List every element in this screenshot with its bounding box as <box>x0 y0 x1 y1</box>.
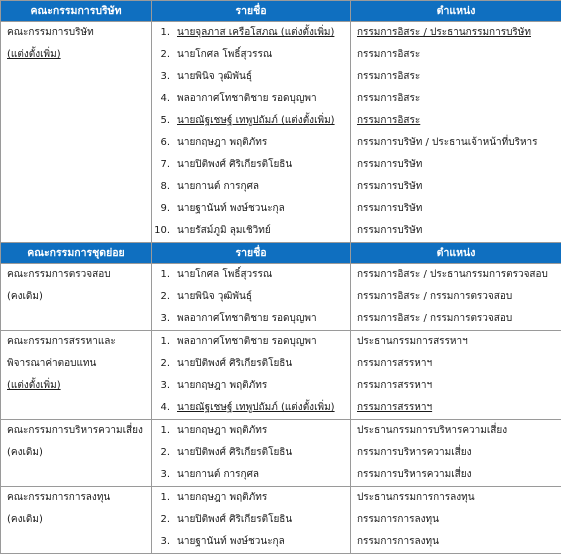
member-position: กรรมการบริหารความเสี่ยง <box>351 464 561 486</box>
member-number: 10. <box>152 220 177 242</box>
member-number: 4. <box>152 88 177 110</box>
member-name: นายปิติพงศ์ ศิริเกียรติโยธิน <box>177 509 350 531</box>
table-body <box>1 1 561 554</box>
member-name: นายโกศล โพธิ์สุวรรณ <box>177 44 350 66</box>
member-name: นายรัสม์ภูมิ ลุมเชิวิทย์ <box>177 220 350 242</box>
member-position: กรรมการสรรหาฯ <box>351 353 561 375</box>
member-name: นายปิติพงศ์ ศิริเกียรติโยธิน <box>177 154 350 176</box>
committee-name: คณะกรรมการสรรหาและ <box>1 331 151 353</box>
member-item <box>152 397 350 419</box>
member-name: นายฐานันท์ พงษ์ชวนะกุล <box>177 531 350 553</box>
member-item <box>152 220 350 242</box>
committee-name: พิจารณาค่าตอบแทน <box>1 353 151 375</box>
committee-name-cell <box>1 331 152 420</box>
committee-name: (คงเดิม) <box>1 509 151 531</box>
member-position: กรรมการบริษัท <box>351 220 561 242</box>
names-header: รายชื่อ <box>152 243 351 264</box>
committee-name-cell <box>1 22 152 243</box>
section-header-row <box>1 1 561 22</box>
member-name: นายกฤษฎา พฤติภัทร <box>177 132 350 154</box>
member-number: 9. <box>152 198 177 220</box>
committee-row <box>1 487 561 554</box>
member-item <box>152 487 350 509</box>
position-list-cell <box>351 487 561 554</box>
member-item <box>152 442 350 464</box>
member-number: 2. <box>152 509 177 531</box>
member-name: นายกฤษฎา พฤติภัทร <box>177 487 350 509</box>
member-list-cell <box>152 264 351 331</box>
committee-name: (คงเดิม) <box>1 286 151 308</box>
member-item <box>152 110 350 132</box>
member-number: 4. <box>152 397 177 419</box>
member-position: กรรมการการลงทุน <box>351 509 561 531</box>
member-position: กรรมการบริษัท <box>351 154 561 176</box>
member-number: 1. <box>152 22 177 44</box>
member-position: กรรมการการลงทุน <box>351 531 561 553</box>
member-position: ประธานกรรมการการลงทุน <box>351 487 561 509</box>
member-name: นายฐานันท์ พงษ์ชวนะกุล <box>177 198 350 220</box>
committee-name: คณะกรรมการการลงทุน <box>1 487 151 509</box>
member-item <box>152 88 350 110</box>
member-number: 7. <box>152 154 177 176</box>
member-item <box>152 464 350 486</box>
member-number: 8. <box>152 176 177 198</box>
member-list-cell <box>152 487 351 554</box>
member-number: 1. <box>152 264 177 286</box>
member-number: 6. <box>152 132 177 154</box>
member-position: กรรมการอิสระ / กรรมการตรวจสอบ <box>351 286 561 308</box>
member-name: นายณัฐเชษฐ์ เทพูปถัมภ์ (แต่งตั้งเพิ่ม) <box>177 397 350 419</box>
member-position: กรรมการอิสระ / กรรมการตรวจสอบ <box>351 308 561 330</box>
member-list-cell <box>152 331 351 420</box>
member-name: พลอากาศโทชาติชาย รอดบุญพา <box>177 88 350 110</box>
committee-name: คณะกรรมการบริษัท <box>1 22 151 44</box>
member-name: นายปิติพงศ์ ศิริเกียรติโยธิน <box>177 353 350 375</box>
member-name: พลอากาศโทชาติชาย รอดบุญพา <box>177 308 350 330</box>
member-position: กรรมการอิสระ <box>351 110 561 132</box>
member-name: นายจุลภาส เครือโสภณ (แต่งตั้งเพิ่ม) <box>177 22 350 44</box>
member-number: 2. <box>152 442 177 464</box>
member-number: 3. <box>152 531 177 553</box>
committee-name-cell <box>1 264 152 331</box>
committee-status: (แต่งตั้งเพิ่ม) <box>1 44 151 66</box>
member-name: นายกฤษฎา พฤติภัทร <box>177 375 350 397</box>
member-name: นายโกศล โพธิ์สุวรรณ <box>177 264 350 286</box>
member-item <box>152 176 350 198</box>
member-item <box>152 154 350 176</box>
member-item <box>152 22 350 44</box>
member-item <box>152 353 350 375</box>
committee-row <box>1 420 561 487</box>
member-name: นายกานต์ การกุศล <box>177 176 350 198</box>
member-number: 2. <box>152 286 177 308</box>
member-list-cell <box>152 420 351 487</box>
member-item <box>152 264 350 286</box>
member-position: กรรมการอิสระ <box>351 44 561 66</box>
member-position: กรรมการสรรหาฯ <box>351 397 561 419</box>
member-position: กรรมการสรรหาฯ <box>351 375 561 397</box>
member-item <box>152 44 350 66</box>
section-header-title: คณะกรรมการบริษัท <box>1 1 152 22</box>
committee-name: คณะกรรมการตรวจสอบ <box>1 264 151 286</box>
member-item <box>152 308 350 330</box>
member-item <box>152 375 350 397</box>
committee-row <box>1 331 561 420</box>
member-number: 3. <box>152 375 177 397</box>
position-list-cell <box>351 420 561 487</box>
positions-header: ตำแหน่ง <box>351 1 561 22</box>
positions-header: ตำแหน่ง <box>351 243 561 264</box>
section-header-title: คณะกรรมการชุดย่อย <box>1 243 152 264</box>
member-position: ประธานกรรมการสรรหาฯ <box>351 331 561 353</box>
member-name: พลอากาศโทชาติชาย รอดบุญพา <box>177 331 350 353</box>
member-number: 1. <box>152 331 177 353</box>
member-name: นายกานต์ การกุศล <box>177 464 350 486</box>
committee-status: (แต่งตั้งเพิ่ม) <box>1 375 151 397</box>
position-list-cell <box>351 264 561 331</box>
member-position: กรรมการบริษัท / ประธานเจ้าหน้าที่บริหาร <box>351 132 561 154</box>
member-position: กรรมการอิสระ / ประธานกรรมการบริษัท <box>351 22 561 44</box>
member-position: กรรมการอิสระ / ประธานกรรมการตรวจสอบ <box>351 264 561 286</box>
committee-row <box>1 22 561 243</box>
member-number: 2. <box>152 44 177 66</box>
position-list-cell <box>351 331 561 420</box>
member-position: กรรมการบริษัท <box>351 198 561 220</box>
member-item <box>152 509 350 531</box>
member-number: 2. <box>152 353 177 375</box>
member-number: 3. <box>152 308 177 330</box>
committee-name: (คงเดิม) <box>1 442 151 464</box>
member-number: 1. <box>152 420 177 442</box>
member-number: 1. <box>152 487 177 509</box>
member-item <box>152 198 350 220</box>
member-number: 3. <box>152 66 177 88</box>
committee-row <box>1 264 561 331</box>
member-position: กรรมการบริษัท <box>351 176 561 198</box>
member-item <box>152 420 350 442</box>
member-name: นายกฤษฎา พฤติภัทร <box>177 420 350 442</box>
member-item <box>152 132 350 154</box>
member-list-cell <box>152 22 351 243</box>
committee-name-cell <box>1 487 152 554</box>
member-item <box>152 66 350 88</box>
member-item <box>152 331 350 353</box>
member-position: กรรมการอิสระ <box>351 88 561 110</box>
member-number: 5. <box>152 110 177 132</box>
member-position: กรรมการอิสระ <box>351 66 561 88</box>
member-position: ประธานกรรมการบริหารความเสี่ยง <box>351 420 561 442</box>
member-number: 3. <box>152 464 177 486</box>
member-name: นายพินิจ วุฒิพันธุ์ <box>177 66 350 88</box>
section-header-row <box>1 243 561 264</box>
member-position: กรรมการบริหารความเสี่ยง <box>351 442 561 464</box>
committee-name-cell <box>1 420 152 487</box>
position-list-cell <box>351 22 561 243</box>
member-name: นายปิติพงศ์ ศิริเกียรติโยธิน <box>177 442 350 464</box>
committee-name: คณะกรรมการบริหารความเสี่ยง <box>1 420 151 442</box>
member-name: นายณัฐเชษฐ์ เทพูปถัมภ์ (แต่งตั้งเพิ่ม) <box>177 110 350 132</box>
member-item <box>152 286 350 308</box>
member-name: นายพินิจ วุฒิพันธุ์ <box>177 286 350 308</box>
names-header: รายชื่อ <box>152 1 351 22</box>
